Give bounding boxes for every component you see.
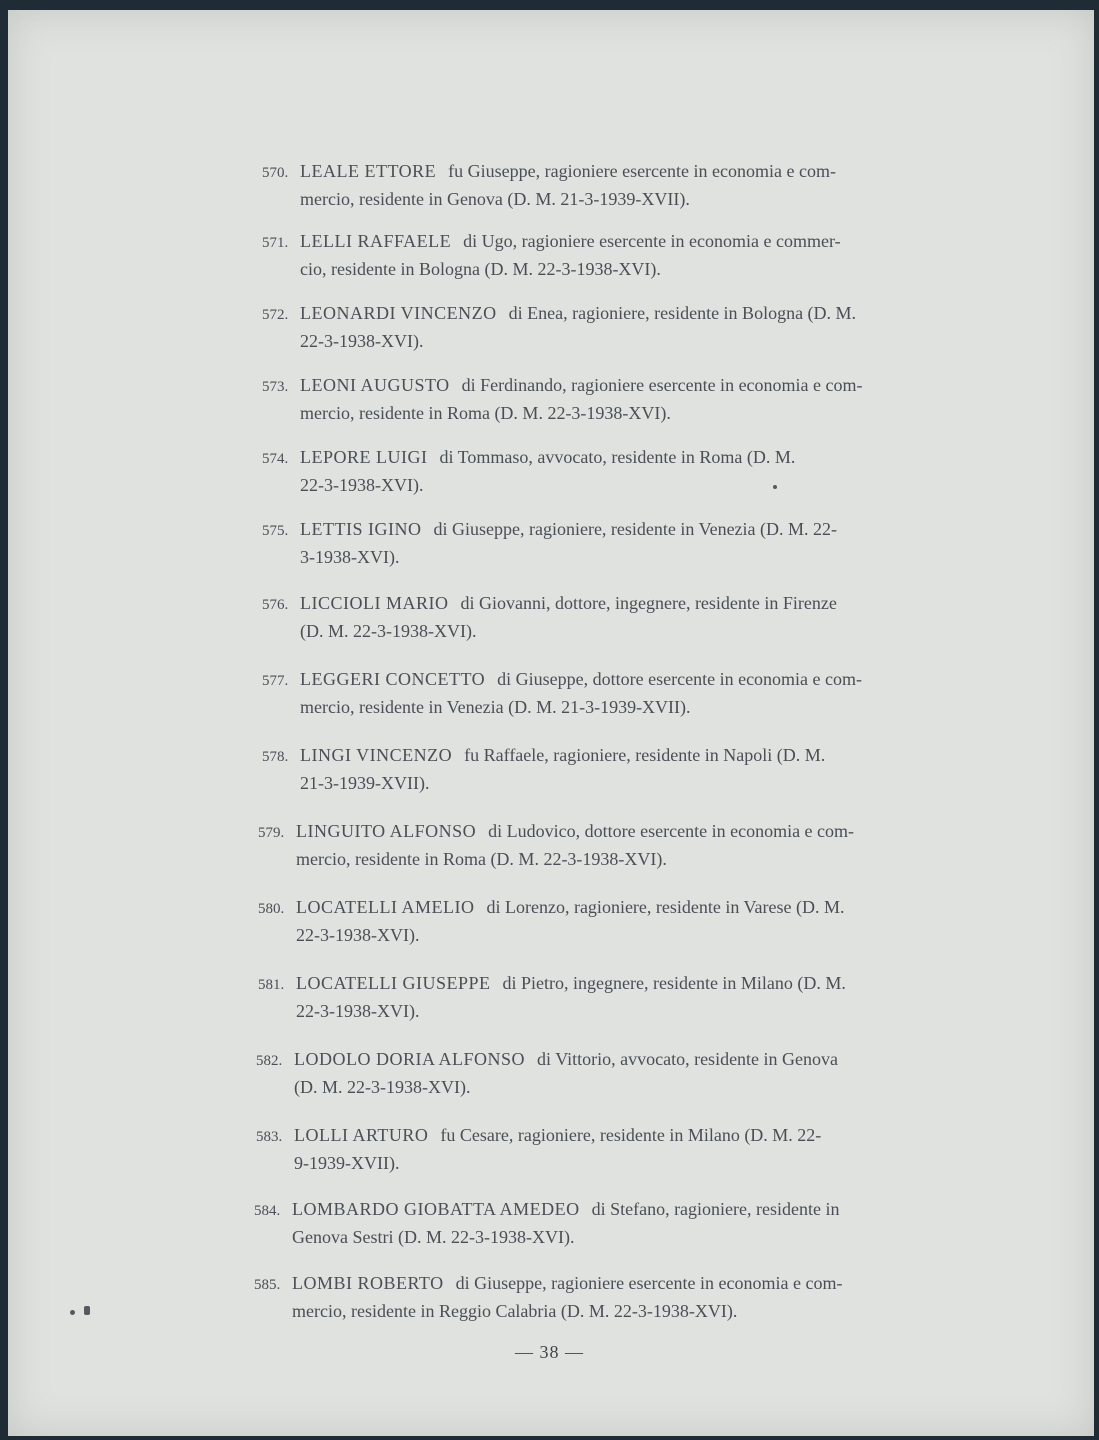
entry-number: 575.: [262, 523, 289, 539]
entry-name: LEONARDI VINCENZO: [300, 303, 497, 323]
list-item: [262, 742, 912, 796]
entry-text: di Giuseppe, dottore esercente in economia e com-: [497, 669, 863, 689]
entry-text: di Vittorio, avvocato, residente in Genova: [537, 1049, 839, 1069]
entry-text-continued: mercio, residente in Reggio Calabria (D. M. 22-3-1938-XVI).: [292, 1301, 738, 1321]
entry-text-continued: mercio, residente in Venezia (D. M. 21-3-1939-XVII).: [300, 697, 691, 717]
entry-text: di Lorenzo, ragioniere, residente in Varese (D. M.: [486, 897, 845, 917]
entry-name: LEGGERI CONCETTO: [300, 669, 486, 689]
list-item: [258, 894, 908, 948]
entry-text: di Ferdinando, ragioniere esercente in economia e com-: [461, 375, 863, 395]
entry-text: di Stefano, ragioniere, residente in: [591, 1199, 840, 1219]
entry-name: LODOLO DORIA ALFONSO: [294, 1049, 526, 1069]
list-item: [262, 300, 912, 354]
list-item: [258, 818, 908, 872]
entry-text-continued: 22-3-1938-XVI).: [296, 1001, 420, 1021]
entry-number: 573.: [262, 379, 289, 395]
entry-name: LICCIOLI MARIO: [300, 593, 449, 613]
entry-name: LOMBARDO GIOBATTA AMEDEO: [292, 1199, 580, 1219]
entry-text-continued: (D. M. 22-3-1938-XVI).: [294, 1077, 471, 1097]
entry-text-continued: 3-1938-XVI).: [300, 547, 400, 567]
entry-text-continued: mercio, residente in Roma (D. M. 22-3-1938-XVI).: [296, 849, 667, 869]
entry-text: di Ugo, ragioniere esercente in economia e commer-: [463, 231, 841, 251]
entry-name: LOCATELLI AMELIO: [296, 897, 475, 917]
entry-text: di Enea, ragioniere, residente in Bologna (D. M.: [508, 303, 857, 323]
entry-text: di Ludovico, dottore esercente in economia e com-: [488, 821, 855, 841]
list-item: [254, 1270, 904, 1324]
entry-text-continued: cio, residente in Bologna (D. M. 22-3-1938-XVI).: [300, 259, 661, 279]
entry-text: di Pietro, ingegnere, residente in Milano (D. M.: [502, 973, 846, 993]
entry-text: di Tommaso, avvocato, residente in Roma (D. M.: [439, 447, 796, 467]
entry-number: 585.: [254, 1277, 281, 1293]
entry-number: 579.: [258, 825, 285, 841]
entry-name: LOCATELLI GIUSEPPE: [296, 973, 491, 993]
entry-text-continued: 21-3-1939-XVII).: [300, 773, 430, 793]
entry-name: LEONI AUGUSTO: [300, 375, 450, 395]
entry-number: 581.: [258, 977, 285, 993]
list-item: [262, 228, 912, 282]
entry-number: 574.: [262, 451, 289, 467]
entry-name: LINGI VINCENZO: [300, 745, 453, 765]
list-item: [256, 1122, 906, 1176]
entry-text: fu Raffaele, ragioniere, residente in Napoli (D. M.: [464, 745, 826, 765]
entry-name: LOMBI ROBERTO: [292, 1273, 444, 1293]
entry-number: 576.: [262, 597, 289, 613]
entry-number: 580.: [258, 901, 285, 917]
list-item: [262, 516, 912, 570]
entry-name: LETTIS IGINO: [300, 519, 422, 539]
entry-text-continued: mercio, residente in Genova (D. M. 21-3-1939-XVII).: [300, 189, 690, 209]
entry-text: di Giuseppe, ragioniere, residente in Venezia (D. M. 22-: [433, 519, 838, 539]
entry-number: 582.: [256, 1053, 283, 1069]
entry-number: 572.: [262, 307, 289, 323]
entry-text-continued: Genova Sestri (D. M. 22-3-1938-XVI).: [292, 1227, 575, 1247]
entry-number: 570.: [262, 165, 289, 181]
entry-text-continued: 22-3-1938-XVI).: [300, 475, 424, 495]
entry-number: 583.: [256, 1129, 283, 1145]
entry-name: LINGUITO ALFONSO: [296, 821, 477, 841]
entry-text-continued: 22-3-1938-XVI).: [300, 331, 424, 351]
entry-number: 578.: [262, 749, 289, 765]
entry-text-continued: mercio, residente in Roma (D. M. 22-3-1938-XVI).: [300, 403, 671, 423]
list-item: [262, 666, 912, 720]
entry-text-continued: 22-3-1938-XVI).: [296, 925, 420, 945]
entry-name: LOLLI ARTURO: [294, 1125, 429, 1145]
list-item: [254, 1196, 904, 1250]
entry-name: LEALE ETTORE: [300, 161, 437, 181]
entry-text: di Giuseppe, ragioniere esercente in economia e com-: [455, 1273, 843, 1293]
entry-number: 584.: [254, 1203, 281, 1219]
list-item: [262, 372, 912, 426]
list-item: [262, 158, 912, 212]
entry-text: di Giovanni, dottore, ingegnere, residente in Firenze: [460, 593, 837, 613]
page-number: — 38 —: [515, 1342, 584, 1362]
entry-text-continued: 9-1939-XVII).: [294, 1153, 400, 1173]
entry-number: 577.: [262, 673, 289, 689]
entry-text: fu Cesare, ragioniere, residente in Milano (D. M. 22-: [440, 1125, 822, 1145]
entry-name: LEPORE LUIGI: [300, 447, 428, 467]
list-item: [258, 970, 908, 1024]
entry-text-continued: (D. M. 22-3-1938-XVI).: [300, 621, 477, 641]
list-item: [262, 590, 912, 644]
list-item: [256, 1046, 906, 1100]
entry-number: 571.: [262, 235, 289, 251]
entry-text: fu Giuseppe, ragioniere esercente in economia e com-: [448, 161, 836, 181]
list-item: [262, 444, 912, 498]
entry-name: LELLI RAFFAELE: [300, 231, 452, 251]
